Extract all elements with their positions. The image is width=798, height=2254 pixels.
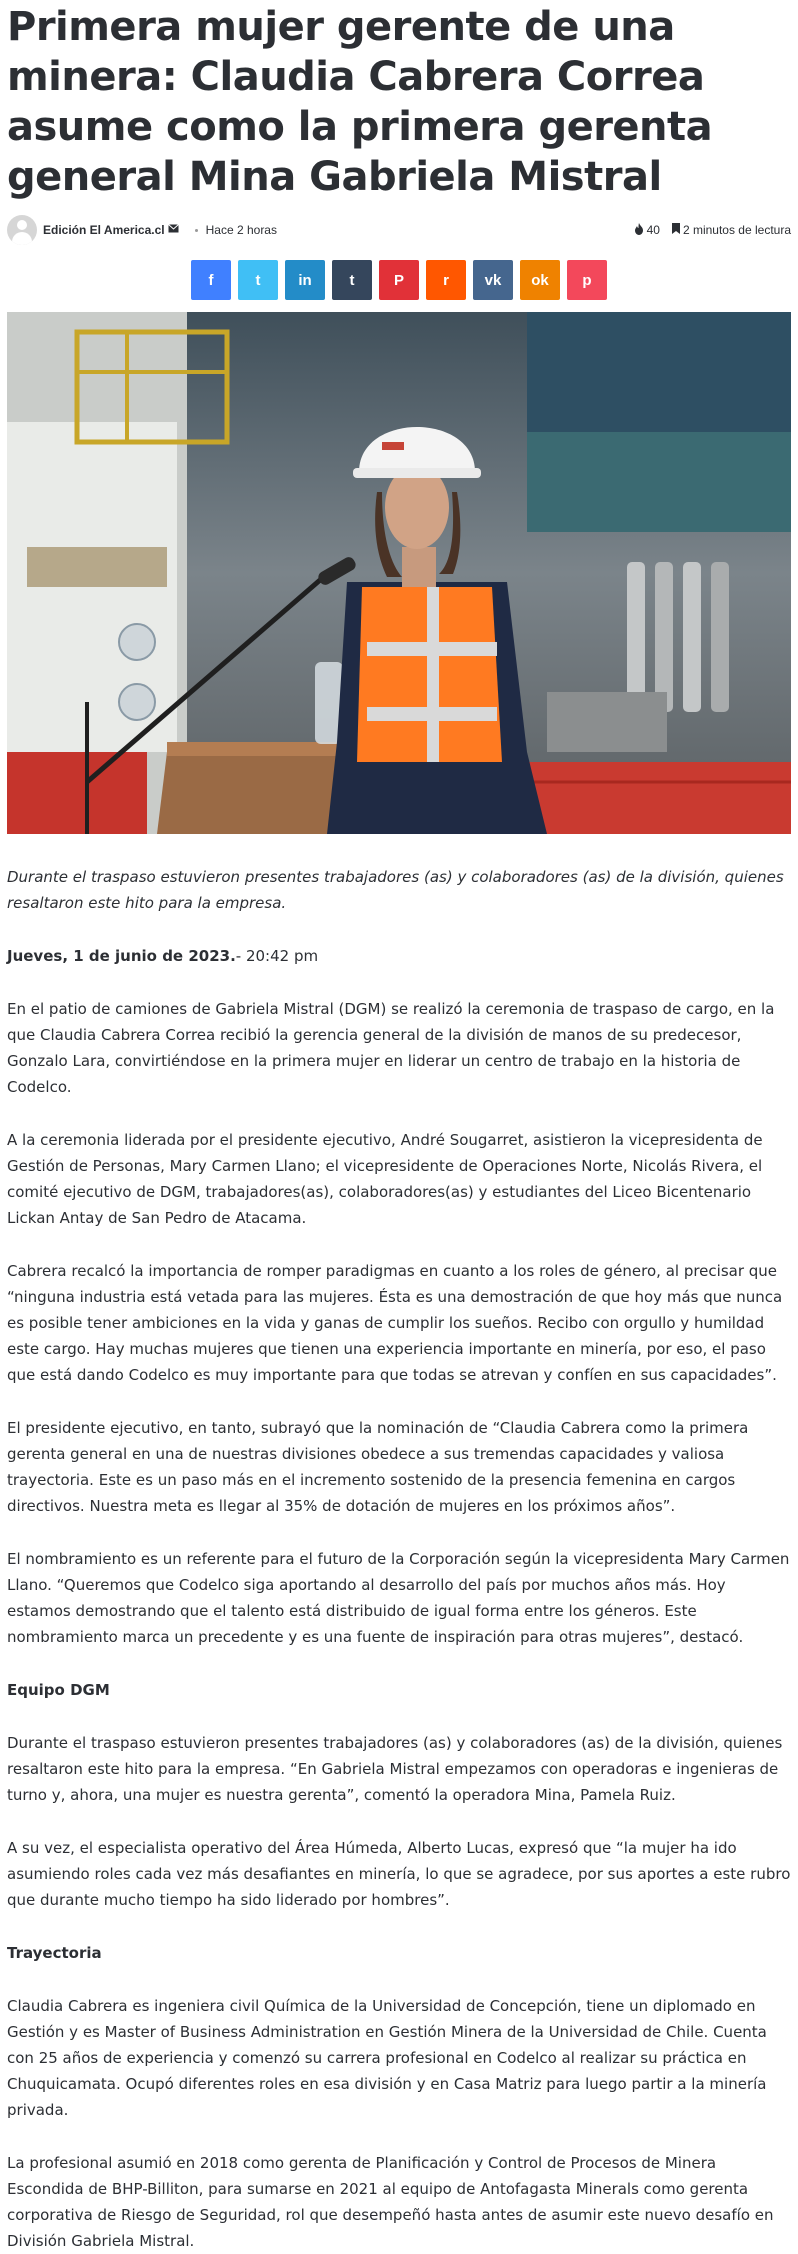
avatar-icon[interactable] — [7, 215, 37, 245]
share-vk-button[interactable] — [473, 260, 513, 300]
vk-icon: vk — [484, 271, 502, 289]
paragraph: El nombramiento es un referente para el futuro de la Corporación según la vicepresidenta Mary Carmen Llano. “Queremos que Codelco siga aportando al desarrollo del país por muchos años más. Hoy estamos demostrando que el talento está distribuido de igual forma entre los géneros. Este nombramiento marca un precedente y es una fuente de inspiración para otras mujeres”, destacó. — [7, 1550, 790, 1646]
article-meta — [7, 214, 791, 246]
share-odnoklassniki-button[interactable] — [520, 260, 560, 300]
share-reddit-button[interactable] — [426, 260, 466, 300]
reddit-icon: r — [443, 271, 449, 289]
time-ago: Hace 2 horas — [205, 223, 277, 237]
share-linkedin-button[interactable] — [285, 260, 325, 300]
fire-icon — [634, 223, 644, 238]
paragraph: Claudia Cabrera es ingeniera civil Química de la Universidad de Concepción, tiene un diplomado en Gestión y es Master of Business Administration en Gestión Minera de la Universidad de Chile. Cuenta con 25 años de experiencia y comenzó su carrera profesional en Codelco al realizar su práctica en Chuquicamata. Ocupó diferentes roles en esa división y en Casa Matriz para luego partir a la minería privada. — [7, 1997, 767, 2119]
photo-caption: Durante el traspaso estuvieron presentes trabajadores (as) y colaboradores (as) de la división, quienes resaltaron este hito para la empresa. — [7, 868, 784, 912]
subheading: Trayectoria — [7, 1944, 102, 1962]
share-twitter-button[interactable] — [238, 260, 278, 300]
subheading: Equipo DGM — [7, 1681, 110, 1699]
tumblr-icon: t — [349, 271, 355, 289]
linkedin-icon: in — [298, 271, 312, 289]
views-value: 40 — [646, 223, 660, 237]
paragraph: Cabrera recalcó la importancia de romper paradigmas en cuanto a los roles de género, al precisar que “ninguna industria está vetada para las mujeres. Ésta es una demostración de que hoy más que nunca es posible tener ambiciones en la vida y ganas de cumplir los sueños. Recibo con orgullo y humildad este cargo. Hay muchas mujeres que tienen una experiencia importante en minería, por eso, el paso que está dando Codelco es muy importante para que todas se atrevan y confíen en sus capacidades”. — [7, 1262, 783, 1384]
twitter-icon: t — [255, 271, 261, 289]
bookmark-icon — [672, 223, 680, 237]
date-bold: Jueves, 1 de junio de 2023. — [7, 947, 236, 965]
read-time — [672, 223, 791, 237]
views-count — [634, 223, 660, 238]
share-pinterest-button[interactable] — [379, 260, 419, 300]
paragraph: Durante el traspaso estuvieron presentes trabajadores (as) y colaboradores (as) de la división, quienes resaltaron este hito para la empresa. “En Gabriela Mistral empezamos con operadoras e ingenieras de turno y, ahora, una mujer es nuestra gerenta”, comentó la operadora Mina, Pamela Ruiz. — [7, 1734, 783, 1804]
separator-dot — [195, 229, 198, 232]
pinterest-icon: P — [393, 271, 404, 289]
paragraph: En el patio de camiones de Gabriela Mistral (DGM) se realizó la ceremonia de traspaso de cargo, en la que Claudia Cabrera Correa recibió la gerencia general de la división de manos de su predecesor, Gonzalo Lara, convirtiéndose en la primera mujer en liderar un centro de trabajo en la historia de Codelco. — [7, 1000, 775, 1096]
paragraph: La profesional asumió en 2018 como gerenta de Planificación y Control de Procesos de Minera Escondida de BHP-Billiton, para sumarse en 2021 al equipo de Antofagasta Minerals como gerenta corporativa de Riesgo de Seguridad, rol que desempeñó hasta antes de asumir este nuevo desafío en División Gabriela Mistral. — [7, 2154, 774, 2250]
article-date — [7, 943, 791, 969]
read-time-value: 2 minutos de lectura — [682, 223, 791, 237]
paragraph: El presidente ejecutivo, en tanto, subrayó que la nominación de “Claudia Cabrera como la primera gerenta general en una de nuestras divisiones obedece a sus tremendas capacidades y valiosa trayectoria. Este es un paso más en el incremento sostenido de la presencia femenina en cargos directivos. Nuestra meta es llegar al 35% de dotación de mujeres en los próximos años”. — [7, 1419, 749, 1515]
envelope-icon[interactable] — [168, 224, 179, 236]
paragraph: A su vez, el especialista operativo del Área Húmeda, Alberto Lucas, expresó que “la mujer ha ido asumiendo roles cada vez más desafiantes en minería, lo que se agradece, por sus aportes a este rubro que durante mucho tiempo ha sido liderado por hombres”. — [7, 1839, 791, 1909]
share-pocket-button[interactable] — [567, 260, 607, 300]
author-link[interactable]: Edición El America.cl — [43, 223, 165, 237]
article-photo — [7, 312, 791, 834]
share-tumblr-button[interactable] — [332, 260, 372, 300]
facebook-icon: f — [208, 271, 214, 289]
share-facebook-button[interactable] — [191, 260, 231, 300]
share-buttons — [7, 260, 791, 300]
article-content — [7, 864, 791, 2254]
pocket-icon: p — [582, 271, 592, 289]
paragraph: A la ceremonia liderada por el presidente ejecutivo, André Sougarret, asistieron la vicepresidenta de Gestión de Personas, Mary Carmen Llano; el vicepresidente de Operaciones Norte, Nicolás Rivera, el comité ejecutivo de DGM, trabajadores(as), colaboradores(as) y estudiantes del Liceo Bicentenario Lickan Antay de San Pedro de Atacama. — [7, 1131, 763, 1227]
date-time: - 20:42 pm — [235, 947, 319, 965]
article-title: Primera mujer gerente de una minera: Claudia Cabrera Correa asume como la primera gerenta general Mina Gabriela Mistral — [7, 4, 713, 200]
odnoklassniki-icon: ok — [531, 271, 549, 289]
